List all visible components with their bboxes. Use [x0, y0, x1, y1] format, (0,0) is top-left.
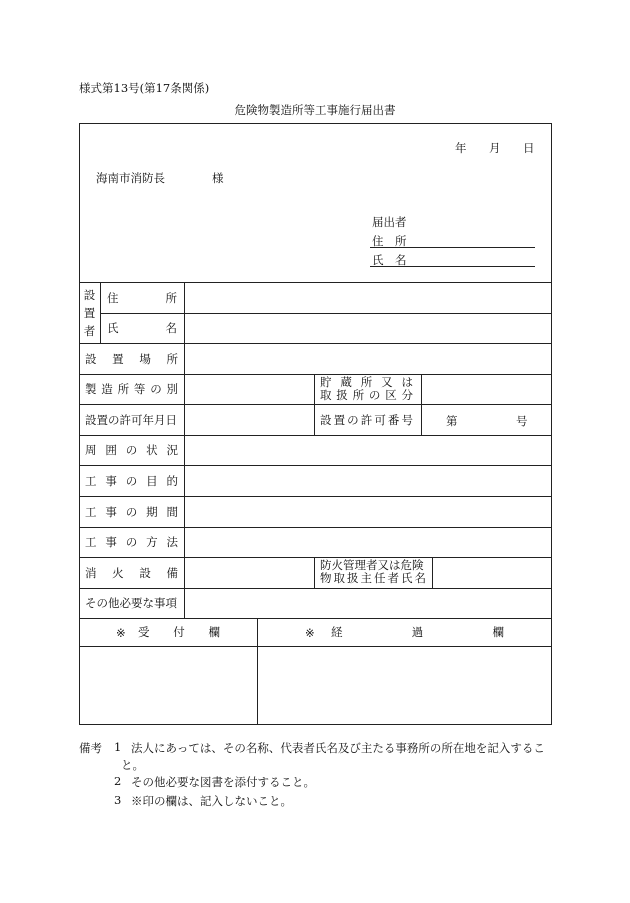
label-char: 況 [166, 443, 178, 457]
label-char: 状 [146, 443, 158, 457]
label-char: 所 [352, 388, 365, 402]
label-char: の [125, 504, 138, 519]
remark-1-text: 法人にあっては、その名称、代表者氏名及び主たる事務所の所在地を記入するこ [131, 741, 545, 755]
work-purpose-field[interactable] [185, 466, 551, 496]
label-char: 番 [387, 412, 400, 427]
notifier-address-line[interactable] [370, 247, 535, 248]
addressee-name: 海南市消防長 [96, 171, 165, 185]
label-char: 号 [401, 412, 413, 427]
label-char: 過 [411, 625, 424, 639]
label-char: 工 [85, 504, 97, 519]
facility-type-field[interactable] [185, 375, 313, 404]
remark-1-text-cont: と。 [121, 758, 144, 772]
reception-field[interactable] [80, 647, 256, 724]
reception-label [138, 618, 220, 646]
label-char: 可 [374, 412, 386, 427]
label-char: 取 [333, 571, 345, 585]
label-char: 氏 [401, 571, 413, 585]
surroundings-label [85, 435, 178, 465]
surroundings-field[interactable] [185, 436, 551, 465]
label-char: 名 [165, 321, 177, 335]
label-char: 等 [133, 382, 146, 396]
label-char: 設 [139, 565, 151, 580]
label-char: 事 [105, 504, 117, 519]
label-char: 目 [146, 473, 158, 488]
work-method-label [85, 527, 178, 557]
label-char: 物 [320, 571, 332, 585]
installer-name-label [107, 313, 177, 343]
label-char: 許 [360, 412, 373, 427]
storage-category-field[interactable] [422, 375, 551, 404]
label-char: 設 [85, 351, 97, 366]
label-char: 所 [166, 351, 178, 366]
work-method-field[interactable] [185, 528, 551, 557]
form-title: 危険物製造所等工事施行届出書 [234, 103, 396, 117]
label-char: 扱 [336, 388, 348, 402]
remark-1-num: 1 [114, 740, 122, 754]
label-char: 取 [320, 388, 332, 402]
label-char: 事 [105, 473, 117, 488]
label-char: 氏 [107, 321, 119, 335]
remark-3-num: 3 [114, 793, 122, 807]
facility-type-label [85, 374, 178, 404]
notifier-label: 届出者 [372, 215, 407, 229]
label-char: 又 [381, 375, 393, 389]
storage-category-line2 [320, 389, 413, 402]
progress-field[interactable] [258, 647, 551, 724]
storage-category-label [320, 376, 413, 402]
label-char: 的 [166, 473, 178, 488]
label-char: 方 [146, 535, 158, 549]
form-number: 様式第13号(第17条関係) [79, 81, 210, 95]
work-period-field[interactable] [185, 497, 551, 527]
installer-group-char: 者 [83, 324, 96, 338]
label-char: 間 [166, 504, 178, 519]
work-period-label [85, 496, 178, 527]
label-char: の [125, 443, 138, 457]
fire-equipment-label [85, 557, 178, 588]
manager-line1: 防火管理者又は危険 [320, 558, 424, 572]
label-char: 経 [331, 625, 343, 639]
date-day: 日 [523, 141, 535, 155]
column-divider [100, 282, 101, 343]
label-char: 所 [117, 382, 130, 396]
remark-2-text: その他必要な図書を添付すること。 [131, 775, 315, 789]
other-matters-field[interactable] [185, 589, 551, 618]
label-char: 法 [166, 535, 178, 549]
other-matters-label: その他必要な事項 [85, 596, 177, 610]
manager-field[interactable] [433, 558, 551, 588]
label-char: 工 [85, 473, 97, 488]
label-char: 者 [387, 571, 399, 585]
label-char: 所 [165, 290, 177, 305]
install-location-field[interactable] [185, 344, 551, 374]
reception-mark: ※ [116, 626, 126, 640]
work-purpose-label [85, 465, 178, 496]
label-char: 別 [166, 382, 178, 396]
label-char: 欄 [492, 625, 504, 639]
label-char: 造 [101, 382, 113, 396]
install-location-label [85, 343, 178, 374]
permit-date-field[interactable] [185, 405, 313, 435]
label-char: 受 [138, 625, 150, 639]
label-char: 分 [401, 388, 413, 402]
label-char: 名 [414, 571, 426, 585]
progress-mark: ※ [305, 626, 315, 640]
label-char: 付 [173, 625, 185, 639]
installer-name-field[interactable] [185, 314, 551, 343]
progress-label [331, 618, 504, 646]
installer-group-label [79, 287, 100, 339]
label-char: 所 [360, 375, 373, 389]
label-char: 場 [139, 351, 151, 366]
column-divider [314, 374, 315, 435]
label-char: 製 [85, 382, 97, 396]
column-divider [314, 557, 315, 588]
notifier-name-line[interactable] [370, 266, 535, 267]
permit-number-dai: 第 [446, 414, 458, 428]
label-char: 主 [360, 571, 372, 585]
label-char: 扱 [347, 571, 359, 585]
label-char: 貯 [320, 375, 332, 389]
label-char: 期 [146, 504, 158, 519]
label-char: 備 [166, 565, 178, 580]
label-char: の [368, 388, 381, 402]
manager-label [320, 559, 426, 585]
addressee-honorific: 様 [212, 171, 224, 185]
label-char: は [401, 375, 413, 389]
label-char: 工 [85, 535, 97, 549]
date-year: 年 [455, 141, 467, 155]
label-char: の [150, 382, 162, 396]
notifier-name-label: 氏 名 [372, 253, 407, 267]
installer-address-field[interactable] [185, 283, 551, 313]
permit-date-label: 設置の許可年月日 [85, 412, 177, 427]
permit-number-go: 号 [516, 414, 528, 428]
installer-group-char: 設 [83, 288, 96, 302]
label-char: 囲 [105, 443, 117, 457]
label-char: 区 [385, 388, 397, 402]
permit-number-label [320, 404, 413, 435]
storage-category-line1 [320, 376, 413, 389]
remark-3-text: ※印の欄は、記入しないこと。 [131, 794, 292, 808]
fire-equipment-field[interactable] [185, 558, 313, 588]
date-month: 月 [489, 141, 501, 155]
label-char: 火 [112, 565, 124, 580]
label-char: 置 [112, 351, 124, 366]
installer-group-char: 置 [83, 306, 96, 320]
manager-line2 [320, 572, 426, 585]
label-char: 任 [374, 571, 386, 585]
label-char: 蔵 [340, 375, 352, 389]
label-char: の [125, 473, 138, 488]
label-char: 置 [333, 412, 346, 427]
installer-address-label [107, 282, 177, 313]
label-char: の [347, 412, 359, 427]
remarks-key: 備考 [79, 741, 102, 755]
label-char: 消 [85, 565, 97, 580]
label-char: 欄 [208, 625, 220, 639]
label-char: 事 [105, 535, 117, 549]
label-char: の [125, 535, 138, 549]
label-char: 住 [107, 290, 119, 305]
label-char: 周 [85, 443, 97, 457]
remark-2-num: 2 [114, 774, 122, 788]
label-char: 設 [320, 412, 332, 427]
notifier-address-label: 住 所 [372, 234, 407, 248]
